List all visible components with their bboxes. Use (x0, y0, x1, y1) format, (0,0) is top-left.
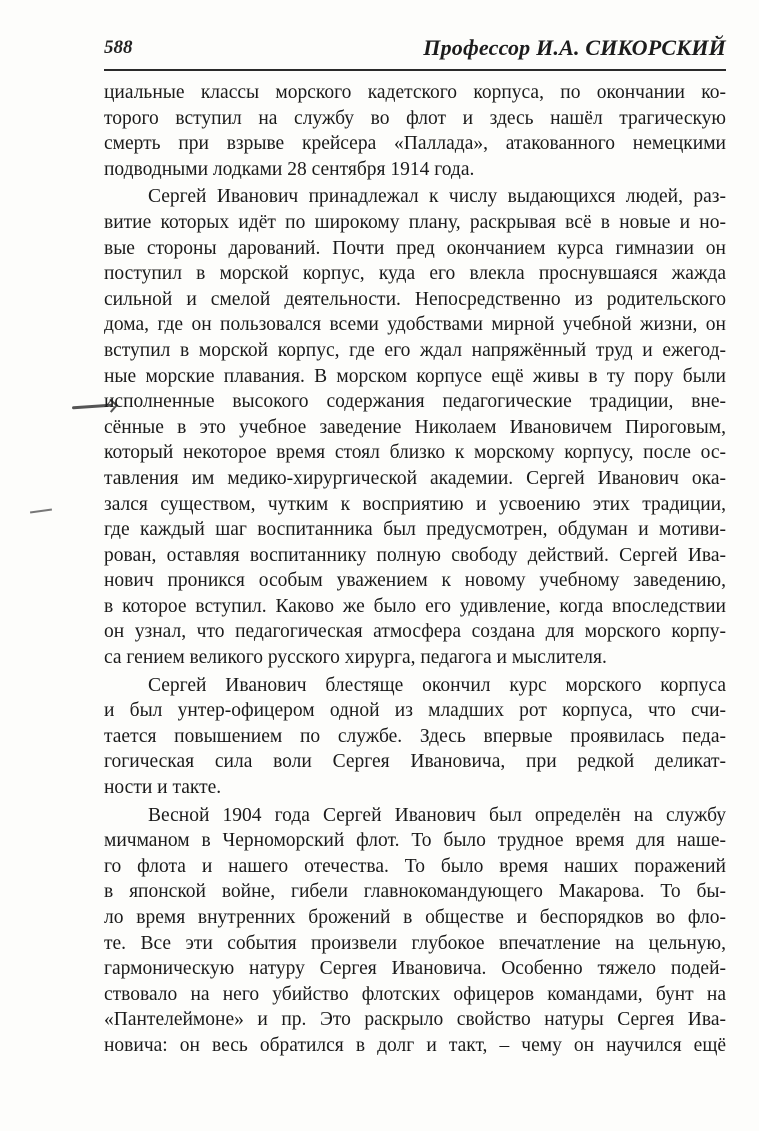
paragraph-first-line: Весной 1904 года Сергей Иванович был определён на службу (148, 804, 726, 826)
paragraph-first-line: Сергей Иванович блестяще окончил курс морского корпуса (148, 674, 726, 696)
text-line: торого вступил на службу во флот и здесь нашёл трагическую (104, 107, 726, 129)
text-line: циальные классы морского кадетского корпуса, по окончании ко- (104, 82, 726, 103)
text-line: он узнал, что педагогическая атмосфера создана для морского корпу- (104, 621, 726, 643)
text-line: исполненные высокого содержания педагогические традиции, вне- (104, 391, 726, 413)
header-rule (104, 69, 726, 71)
text-line: который некоторое время стоял близко к морскому корпусу, после ос- (104, 442, 726, 464)
text-line: ствовало на него убийство флотских офицеров командами, бунт на (104, 983, 726, 1005)
margin-pencil-mark (30, 508, 52, 513)
text-line: те. Все эти события произвели глубокое впечатление на цельную, (104, 932, 726, 954)
text-line: подводными лодками 28 сентября 1914 года. (104, 158, 475, 180)
text-line: витие которых идёт по широкому плану, раскрывая всё в новые и но- (104, 211, 726, 233)
text-line: вые стороны дарований. Почти пред окончанием курса гимназии он (104, 237, 726, 259)
paragraph-first-line: Сергей Иванович принадлежал к числу выдающихся людей, раз- (148, 186, 726, 208)
text-line: и был унтер-офицером одной из младших рот корпуса, что счи- (104, 700, 726, 722)
text-line: дома, где он пользовался всеми удобствами мирной учебной жизни, он (104, 314, 726, 336)
text-line: зался существом, чутким к восприятию и усвоению этих традиции, (104, 493, 726, 515)
text-line: сённые в это учебное заведение Николаем Ивановичем Пироговым, (104, 416, 726, 438)
text-line: поступил в морской корпус, куда его влекла проснувшаяся жажда (104, 263, 726, 285)
text-line: тается повышением по службе. Здесь впервые проявилась педа- (104, 725, 726, 747)
running-head-title: Профессор И.А. СИКОРСКИЙ (423, 35, 726, 60)
text-line: ности и такте. (104, 777, 222, 799)
text-line: в японской войне, гибели главнокомандующего Макарова. То бы- (104, 881, 726, 903)
text-line: рован, оставляя воспитаннику полную свободу действий. Сергей Ива- (104, 544, 726, 566)
page-header (104, 33, 726, 65)
text-line: тавления им медико-хирургической академии. Сергей Иванович ока- (104, 467, 726, 489)
text-line: ло время внутренних брожений в обществе и беспорядков во фло- (104, 907, 726, 928)
text-line: гогическая сила воли Сергея Ивановича, при редкой деликат- (104, 751, 726, 773)
text-line: ные морские плавания. В морском корпусе ещё живы в ту пору были (104, 365, 726, 387)
page-number: 588 (104, 37, 133, 58)
body-text (104, 80, 726, 1059)
text-line: нович проникся особым уважением к новому учебному заведению, (104, 570, 726, 592)
text-line: где каждый шаг воспитанника был предусмотрен, обдуман и мотиви- (104, 519, 726, 541)
text-line: «Пантелеймоне» и пр. Это раскрыло свойство натуры Сергея Ива- (104, 1009, 726, 1031)
text-line: вступил в морской корпус, где его ждал напряжённый труд и ежегод- (104, 339, 726, 361)
text-line: смерть при взрыве крейсера «Паллада», атакованного немецкими (104, 133, 726, 155)
text-line: новича: он весь обратился в долг и такт, – чему он научился ещё (104, 1034, 726, 1056)
text-line: мичманом в Черноморский флот. То было трудное время для наше- (104, 830, 726, 852)
text-line: сильной и смелой деятельности. Непосредственно из родительского (104, 288, 726, 310)
text-line: в которое вступил. Каково же было его удивление, когда впоследствии (104, 595, 726, 617)
text-line: гармоническую натуру Сергея Ивановича. Особенно тяжело подей- (104, 958, 726, 980)
text-line: го флота и нашего отечества. То было время наших поражений (104, 855, 726, 877)
text-line: са гением великого русского хирурга, педагога и мыслителя. (104, 647, 607, 669)
